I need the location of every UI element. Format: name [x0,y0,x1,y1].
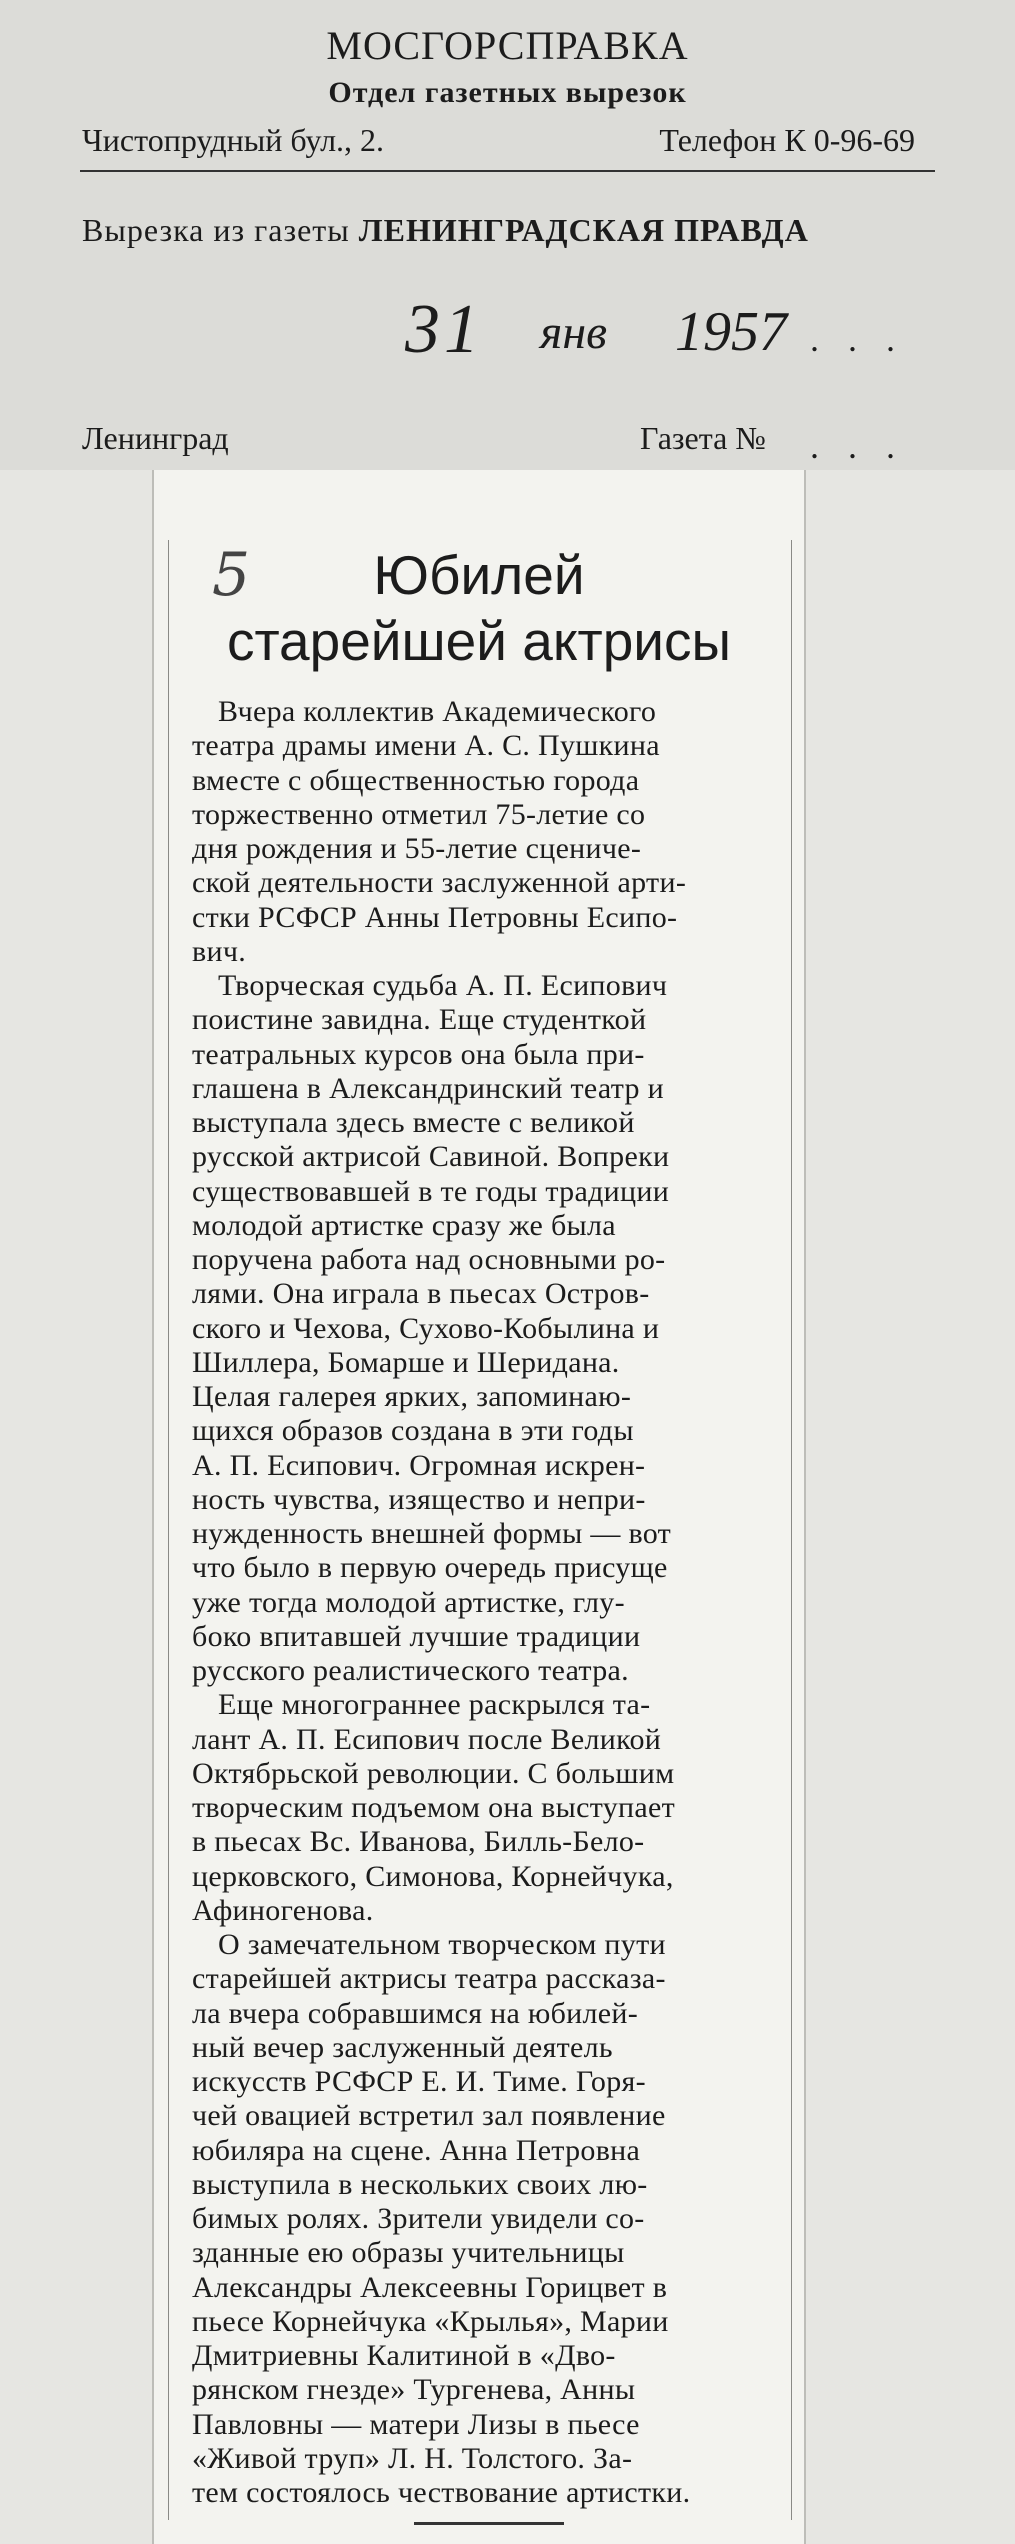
column-rule-left [168,540,169,2520]
article-line: Еще многограннее раскрылся та- [218,1688,651,1722]
article-line: глашена в Александринский театр и [192,1071,664,1105]
article-line: боко впитавшей лучшие традиции [192,1619,641,1653]
address: Чистопрудный бул., 2. [82,122,385,158]
article-line: театральных курсов она была при- [192,1037,645,1071]
article-line: Дмитриевны Калитиной в «Дво- [192,2339,616,2372]
article-line: выступила в нескольких своих лю- [192,2167,648,2201]
article-line: ла вчера собравшимся на юбилей- [192,1996,639,2030]
clipping-service-label [0,0,1015,470]
article-line: театра драмы имени А. С. Пушкина [192,729,660,763]
divider [80,170,935,172]
article-line: зданные ею образы учительницы [192,2236,625,2270]
date-month-handwritten: янв [540,306,607,359]
article-line: существовавшей в те годы традиции [192,1174,670,1208]
article-line: вич. [192,934,247,968]
article-line: вместе с общественностью города [192,763,640,797]
source-line [82,212,809,249]
gazette-number-label: Газета № [640,420,766,456]
article-line: чей овацией встретил зал появление [192,2099,666,2133]
article-line: стки РСФСР Анны Петровны Есипо- [192,900,678,934]
article-line: А. П. Есипович. Огромная искрен- [192,1448,646,1482]
article-line: ный вечер заслуженный деятель [192,2030,613,2064]
article-line: «Живой труп» Л. Н. Толстого. За- [192,2441,633,2475]
headline-line-2: старейшей актрисы [226,610,732,672]
article-line: Павловны — матери Лизы в пьесе [192,2407,640,2441]
article-line: тем состоялось чествование артистки. [192,2476,691,2509]
article-line: Шиллера, Бомарше и Шеридана. [192,1345,620,1379]
article-body [192,695,782,2510]
article-line: творческим подъемом она выступает [192,1791,676,1824]
headline-line-1: Юбилей [373,544,585,606]
newspaper-clipping [152,470,806,2544]
article-line: русской актрисой Савиной. Вопреки [192,1140,670,1174]
article-line: ность чувства, изящество и непри- [192,1482,646,1516]
article-line: церковского, Симонова, Корнейчука, [192,1859,674,1893]
date-dots: . . . [810,319,905,359]
article-line: Вчера коллектив Академического [218,695,657,728]
date-year-handwritten: 1957 [675,301,787,363]
article-line: пьесе Корнейчука «Крылья», Марии [192,2304,669,2338]
article-line: щихся образов создана в эти годы [192,1414,634,1448]
article-line: что было в первую очередь присуще [192,1551,668,1585]
article-line: Октябрьской революции. С большим [192,1756,675,1790]
article-line: Александры Алексеевны Горицвет в [192,2270,668,2304]
article-line: старейшей актрисы театра рассказа- [192,1962,666,1996]
end-rule [414,2522,564,2525]
article-line: дня рождения и 55-летие сцениче- [192,832,642,865]
article-line: юбиляра на сцене. Анна Петровна [192,2133,641,2167]
article-line: русского реалистического театра. [192,1654,629,1687]
article-line: Афиногенова. [192,1893,374,1927]
article-line: ского и Чехова, Сухово-Кобылина и [192,1311,660,1345]
article-line: рянском гнезде» Тургенева, Анны [192,2373,636,2407]
handwritten-number-mark: 5 [212,540,251,610]
article-line: искусств РСФСР Е. И. Тиме. Горя- [192,2065,646,2098]
article-line: торжественно отметил 75-летие со [192,797,646,831]
city: Ленинград [82,420,229,456]
date-day-stamp: 31 [405,291,483,368]
article-line: поручена работа над основными ро- [192,1243,666,1276]
article-line: нужденность внешней формы — вот [192,1517,672,1550]
article-line: Целая галерея ярких, запоминаю- [192,1380,632,1413]
gazette-dots: . . . [810,426,905,466]
article-line: поистине завидна. Еще студенткой [192,1003,647,1037]
article-line: О замечательном творческом пути [218,1928,666,1961]
source-prefix: Вырезка из газеты [82,212,350,248]
department-name: Отдел газетных вырезок [328,76,687,109]
article-line: лями. Она играла в пьесах Остров- [192,1277,650,1311]
article-line: в пьесах Вс. Иванова, Билль-Бело- [192,1825,645,1859]
agency-name: МОСГОРСПРАВКА [326,23,689,68]
phone-number: Телефон К 0-96-69 [659,122,915,158]
column-rule-right [791,540,792,2520]
article-line: ской деятельности заслуженной арти- [192,866,687,900]
article-line: лант А. П. Есипович после Великой [192,1722,662,1756]
article-line: бимых ролях. Зрители увидели со- [192,2202,645,2235]
newspaper-name: ЛЕНИНГРАДСКАЯ ПРАВДА [358,212,809,248]
article-line: уже тогда молодой артистке, глу- [192,1585,625,1619]
article-line: выступала здесь вместе с великой [192,1106,635,1139]
article-line: Творческая судьба А. П. Есипович [218,969,668,1002]
article-line: молодой артистке сразу же была [192,1208,616,1242]
